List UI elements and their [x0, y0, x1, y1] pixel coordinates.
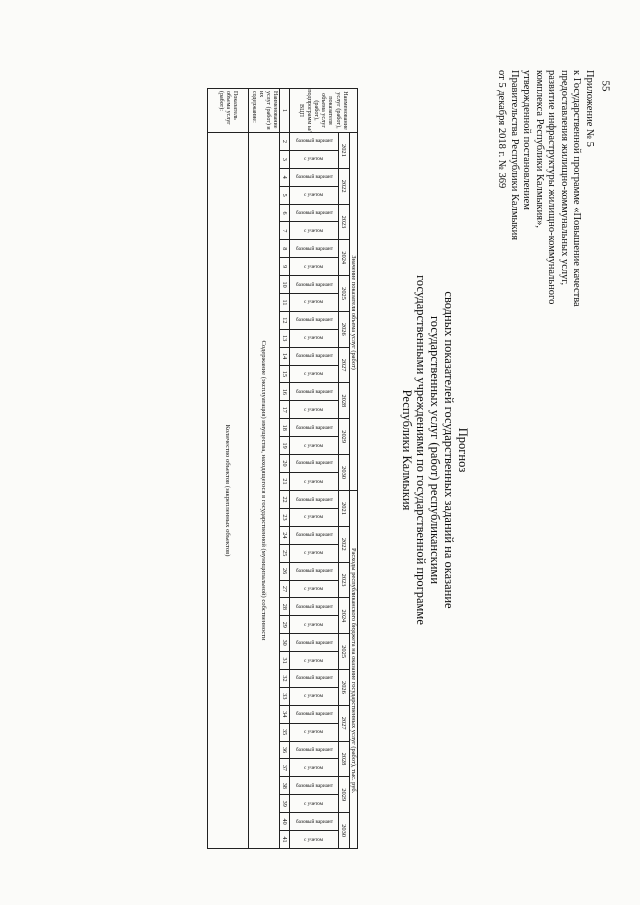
- approval-line: Приложение № 5: [584, 70, 595, 147]
- column-number: 41: [280, 831, 290, 849]
- subheader-with: [290, 795, 339, 813]
- subheader-with: [290, 437, 339, 455]
- column-number: 24: [280, 526, 290, 544]
- row2-label: Показатель объема услуг (работ):: [208, 89, 249, 133]
- year-header: 2023: [339, 204, 350, 240]
- subheader-with: [290, 150, 339, 168]
- subheader-with-label: с учетом: [304, 478, 324, 485]
- subheader-with: [290, 723, 339, 741]
- subheader-base-label: базовый вариант: [295, 424, 333, 431]
- subheader-base-label: базовый вариант: [295, 210, 333, 216]
- title-line: сводных показателей государственных заданий на оказание: [442, 291, 456, 609]
- subheader-base: [290, 276, 339, 294]
- subheader-with: [290, 294, 339, 312]
- title-line: Прогноз: [456, 427, 470, 473]
- approval-line: развитие инфраструктуры жилищно-коммунального: [546, 70, 558, 305]
- subheader-with-label: с учетом: [304, 621, 324, 628]
- subheader-base: [290, 598, 339, 616]
- subheader-with-label: с учетом: [304, 442, 324, 449]
- col1-header: Наименование услуг (работ), показателя объема услуг (работ), подпрограмм ы/ВЦП: [290, 89, 358, 133]
- subheader-with: [290, 329, 339, 347]
- volume-group-header: Значение показателя объема услуг (работ): [350, 133, 358, 491]
- row1-text: Содержание (эксплуатация) имущества, находящегося в государственной (муниципальной) собственности: [249, 133, 280, 849]
- subheader-with: [290, 258, 339, 276]
- subheader-base-label: базовый вариант: [295, 675, 333, 682]
- subheader-with-label: с учетом: [304, 299, 324, 306]
- year-header: 2025: [339, 276, 350, 312]
- subheader-base-label: базовый вариант: [295, 281, 333, 288]
- subheader-base: [290, 562, 339, 580]
- year-header: 2024: [339, 598, 350, 634]
- column-number: 34: [280, 705, 290, 723]
- subheader-base-label: базовый вариант: [295, 532, 333, 539]
- column-number: 18: [280, 419, 290, 437]
- subheader-with: [290, 186, 339, 204]
- subheader-with-label: с учетом: [304, 586, 324, 592]
- column-number: 17: [280, 401, 290, 419]
- column-number: 33: [280, 687, 290, 705]
- subheader-with: [290, 401, 339, 419]
- subheader-with-label: с учетом: [304, 693, 324, 700]
- column-number: 3: [280, 150, 290, 168]
- year-header: 2027: [339, 705, 350, 741]
- subheader-base-label: базовый вариант: [295, 353, 333, 360]
- forecast-table: [207, 88, 358, 849]
- subheader-base: [290, 526, 339, 544]
- subheader-base-label: базовый вариант: [295, 603, 333, 610]
- subheader-with-label: с учетом: [304, 800, 324, 807]
- year-header: 2023: [339, 562, 350, 598]
- year-header: 2030: [339, 455, 350, 491]
- approval-block: [495, 70, 595, 400]
- subheader-base-label: базовый вариант: [295, 245, 333, 252]
- row2-text: Количество объектов (закрепленных объектов): [208, 133, 249, 849]
- subheader-with-label: с учетом: [304, 371, 324, 378]
- column-number: 14: [280, 347, 290, 365]
- subheader-base-label: базовый вариант: [295, 782, 333, 789]
- title-line: Республики Калмыкия: [400, 389, 414, 511]
- column-number: 6: [280, 204, 290, 222]
- approval-line: Правительства Республики Калмыкия: [509, 70, 520, 241]
- column-number: 1: [280, 89, 290, 133]
- subheader-with-label: с учетом: [304, 729, 324, 736]
- subheader-base: [290, 133, 339, 151]
- year-header: 2026: [339, 670, 350, 706]
- subheader-base-label: базовый вариант: [295, 138, 333, 145]
- year-header: 2025: [339, 634, 350, 670]
- column-number: 32: [280, 670, 290, 688]
- subheader-base: [290, 634, 339, 652]
- subheader-base: [290, 419, 339, 437]
- column-number: 36: [280, 741, 290, 759]
- column-number: 21: [280, 472, 290, 490]
- subheader-with: [290, 759, 339, 777]
- column-number: 40: [280, 813, 290, 831]
- document-title: [400, 190, 470, 710]
- subheader-base: [290, 240, 339, 258]
- column-number: 25: [280, 544, 290, 562]
- subheader-with-label: с учетом: [304, 764, 324, 771]
- year-header: 2028: [339, 383, 350, 419]
- column-number: 7: [280, 222, 290, 240]
- column-number: 19: [280, 437, 290, 455]
- row1-label: Наименование услуг (работ) и их содержание:: [249, 89, 280, 133]
- subheader-base-label: базовый вариант: [295, 711, 333, 718]
- subheader-with-label: с учетом: [304, 514, 324, 521]
- column-number: 4: [280, 168, 290, 186]
- year-header: 2021: [339, 491, 350, 527]
- subheader-with: [290, 365, 339, 383]
- expense-group-header: Расходы республиканского бюджета на оказание государственных услуг (работ), тыс. руб.: [350, 491, 358, 849]
- column-number: 5: [280, 186, 290, 204]
- title-line: государственными учреждениями по государственной программе: [414, 275, 428, 625]
- year-header: 2024: [339, 240, 350, 276]
- subheader-base: [290, 311, 339, 329]
- column-number: 27: [280, 580, 290, 598]
- column-number: 15: [280, 365, 290, 383]
- year-header: 2028: [339, 741, 350, 777]
- approval-line: к Государственной программе «Повышение качества: [571, 70, 583, 307]
- year-header: 2027: [339, 347, 350, 383]
- column-number: 8: [280, 240, 290, 258]
- subheader-with-label: с учетом: [304, 156, 324, 163]
- column-number: 31: [280, 652, 290, 670]
- subheader-base-label: базовый вариант: [295, 496, 333, 503]
- subheader-with: [290, 652, 339, 670]
- subheader-with: [290, 831, 339, 849]
- subheader-with-label: с учетом: [304, 657, 324, 664]
- column-number: 35: [280, 723, 290, 741]
- column-number: 16: [280, 383, 290, 401]
- subheader-base: [290, 347, 339, 365]
- subheader-base: [290, 741, 339, 759]
- subheader-with-label: с учетом: [304, 227, 324, 234]
- column-number: 28: [280, 598, 290, 616]
- year-header: 2026: [339, 311, 350, 347]
- subheader-base-label: базовый вариант: [295, 747, 333, 754]
- approval-line: предоставления жилищно-коммунальных услуг,: [559, 70, 570, 286]
- subheader-with: [290, 222, 339, 240]
- subheader-base-label: базовый вариант: [295, 639, 333, 646]
- subheader-base-label: базовый вариант: [295, 818, 333, 825]
- column-number: 37: [280, 759, 290, 777]
- subheader-base: [290, 491, 339, 509]
- approval-line: от 5 декабря 2018 г. № 369: [496, 70, 508, 189]
- subheader-with-label: с учетом: [304, 335, 324, 342]
- subheader-base: [290, 383, 339, 401]
- column-number: 22: [280, 491, 290, 509]
- year-header: 2029: [339, 419, 350, 455]
- subheader-with-label: с учетом: [304, 263, 324, 270]
- subheader-with: [290, 472, 339, 490]
- subheader-base-label: базовый вариант: [295, 460, 333, 467]
- subheader-with: [290, 544, 339, 562]
- subheader-with: [290, 509, 339, 527]
- subheader-with-label: с учетом: [304, 406, 324, 413]
- subheader-base-label: базовый вариант: [295, 317, 333, 324]
- column-number: 9: [280, 258, 290, 276]
- subheader-base: [290, 168, 339, 186]
- column-number: 2: [280, 133, 290, 151]
- column-number: 30: [280, 634, 290, 652]
- subheader-with: [290, 580, 339, 598]
- subheader-with-label: с учетом: [304, 550, 324, 557]
- year-header: 2029: [339, 777, 350, 813]
- subheader-base: [290, 705, 339, 723]
- subheader-with-label: с учетом: [304, 836, 324, 843]
- approval-line: комплекса Республики Калмыкия»,: [534, 70, 545, 228]
- column-number: 12: [280, 311, 290, 329]
- subheader-base: [290, 813, 339, 831]
- subheader-with-label: с учетом: [304, 192, 324, 199]
- column-number: 20: [280, 455, 290, 473]
- subheader-base: [290, 204, 339, 222]
- column-number: 26: [280, 562, 290, 580]
- column-number: 13: [280, 329, 290, 347]
- subheader-base-label: базовый вариант: [295, 388, 333, 395]
- column-number: 29: [280, 616, 290, 634]
- subheader-base-label: базовый вариант: [295, 174, 333, 181]
- column-number: 39: [280, 795, 290, 813]
- column-number: 11: [280, 294, 290, 312]
- year-header: 2022: [339, 168, 350, 204]
- year-header: 2030: [339, 813, 350, 849]
- subheader-base: [290, 455, 339, 473]
- subheader-with: [290, 687, 339, 705]
- year-header: 2022: [339, 526, 350, 562]
- subheader-base: [290, 670, 339, 688]
- year-header: 2021: [339, 133, 350, 169]
- column-number: 23: [280, 509, 290, 527]
- subheader-base-label: базовый вариант: [295, 568, 333, 575]
- column-number: 38: [280, 777, 290, 795]
- page-number: 55: [599, 80, 612, 92]
- subheader-with: [290, 616, 339, 634]
- approval-line: утвержденной постановлением: [521, 70, 533, 210]
- column-number: 10: [280, 276, 290, 294]
- subheader-base: [290, 777, 339, 795]
- title-line: государственных услуг (работ) республиканскими: [428, 315, 442, 585]
